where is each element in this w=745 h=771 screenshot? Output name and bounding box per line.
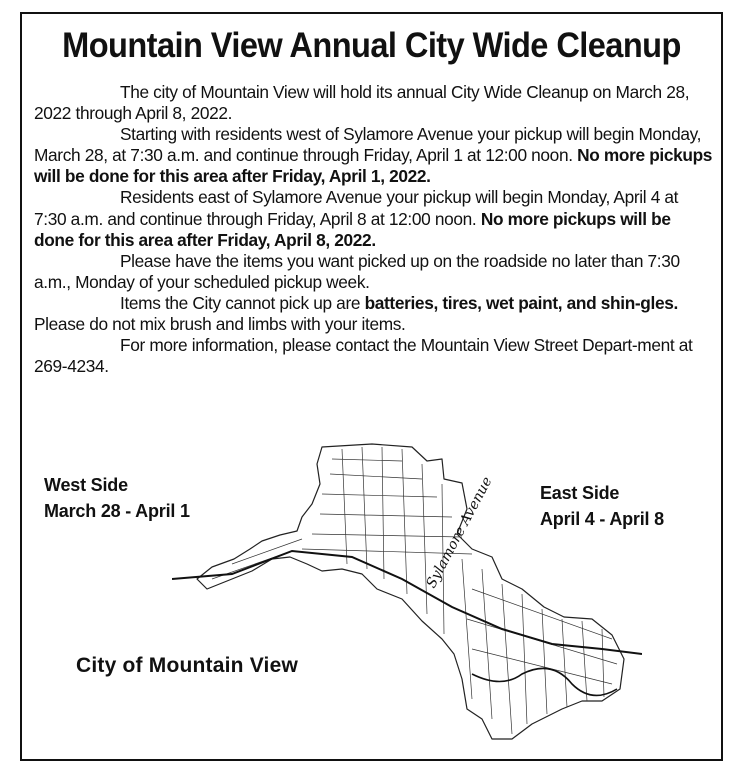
city-boundary: [197, 444, 624, 739]
sylamore-avenue-label: Sylamore Avenue: [423, 474, 496, 591]
notice-body: [34, 82, 714, 377]
west-side-label: [44, 472, 190, 524]
east-schedule-text: Residents east of Sylamore Avenue your pickup will begin Monday, April 4 at 7:30 a.m. and continue through Friday, April 8 at 12:00 noon.: [34, 187, 679, 229]
paragraph-dates: The city of Mountain View will hold its annual City Wide Cleanup on March 28, 2022 through April 8, 2022.: [34, 82, 690, 124]
east-side-dates: April 4 - April 8: [540, 509, 664, 529]
west-deadline-text: No more pickups will be done for this area after Friday, April 1, 2022.: [34, 145, 713, 187]
prohibited-intro-text: Items the City cannot pick up are: [120, 292, 365, 313]
paragraph-west-side: [34, 124, 714, 187]
west-schedule-text: Starting with residents west of Sylamore Avenue your pickup will begin Monday, March 28, at 7:30 a.m. and continue through Friday, April 1 at 12:00 noon.: [34, 124, 702, 166]
west-side-title: West Side: [44, 475, 128, 495]
west-side-dates: March 28 - April 1: [44, 501, 190, 521]
paragraph-prohibited-items: [34, 293, 714, 335]
city-of-mountain-view-label: City of Mountain View: [76, 654, 298, 677]
east-side-title: East Side: [540, 483, 620, 503]
paragraph-contact: For more information, please contact the Mountain View Street Depart-ment at 269-4234.: [34, 335, 693, 377]
notice-title: Mountain View Annual City Wide Cleanup: [62, 26, 681, 65]
street-grid: [212, 447, 617, 734]
city-map: [172, 439, 642, 759]
prohibited-items-text: batteries, tires, wet paint, and shin-gles.: [364, 292, 678, 313]
brush-note-text: Please do not mix brush and limbs with your items.: [34, 314, 406, 335]
notice-frame: [20, 12, 723, 761]
river-line: [472, 668, 617, 695]
east-deadline-text: No more pickups will be done for this area after Friday, April 8, 2022.: [34, 208, 671, 250]
paragraph-roadside: Please have the items you want picked up on the roadside no later than 7:30 a.m., Monday of your scheduled pickup week.: [34, 250, 680, 292]
highway-route: [172, 551, 642, 654]
paragraph-east-side: [34, 187, 714, 250]
